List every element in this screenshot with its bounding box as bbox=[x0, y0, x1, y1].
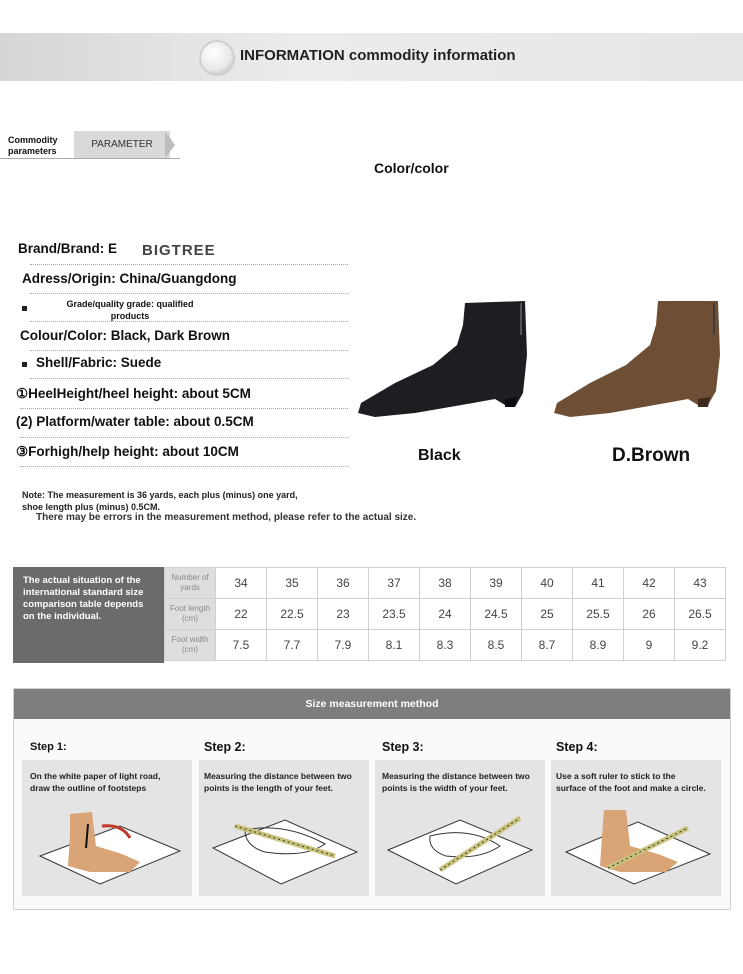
table-cell: 23.5 bbox=[369, 599, 420, 630]
divider bbox=[30, 350, 348, 351]
divider bbox=[20, 408, 348, 409]
table-cell: 8.3 bbox=[420, 630, 471, 661]
table-cell: 8.7 bbox=[522, 630, 573, 661]
table-cell: 8.5 bbox=[471, 630, 522, 661]
spec-platform: (2) Platform/water table: about 0.5CM bbox=[16, 414, 254, 429]
divider bbox=[0, 158, 180, 159]
step-1-title: Step 1: bbox=[30, 741, 67, 753]
table-cell: 37 bbox=[369, 568, 420, 599]
brand-value: BIGTREE bbox=[142, 242, 216, 259]
table-cell: 41 bbox=[573, 568, 624, 599]
error-note: There may be errors in the measurement method, please refer to the actual size. bbox=[36, 512, 417, 523]
row-header: Number of yards bbox=[165, 568, 216, 599]
black-boot-image bbox=[355, 295, 535, 425]
step-2-text: Measuring the distance between two points is the length of your feet. bbox=[204, 771, 352, 793]
table-cell: 40 bbox=[522, 568, 573, 599]
banner-title: INFORMATION commodity information bbox=[240, 47, 516, 64]
step-3-title: Step 3: bbox=[382, 740, 424, 754]
step-4-text: Use a soft ruler to stick to the surface of the foot and make a circle. bbox=[556, 771, 706, 793]
table-cell: 42 bbox=[624, 568, 675, 599]
divider bbox=[30, 321, 348, 322]
brown-boot-image bbox=[550, 295, 730, 425]
table-cell: 7.9 bbox=[318, 630, 369, 661]
black-label: Black bbox=[418, 447, 461, 464]
commodity-parameters-label: Commodity parameters bbox=[0, 133, 78, 159]
tab-corner bbox=[165, 131, 175, 158]
spec-brand: Brand/Brand: E bbox=[18, 241, 118, 256]
spec-heel-height: ①HeelHeight/heel height: about 5CM bbox=[16, 386, 251, 401]
table-cell: 22.5 bbox=[267, 599, 318, 630]
spec-origin: Adress/Origin: China/Guangdong bbox=[22, 271, 237, 286]
table-cell: 36 bbox=[318, 568, 369, 599]
table-cell: 8.9 bbox=[573, 630, 624, 661]
foot-outline-icon bbox=[30, 806, 185, 888]
spec-forhigh: ③Forhigh/help height: about 10CM bbox=[16, 444, 239, 459]
step-3-text: Measuring the distance between two points is the width of your feet. bbox=[382, 771, 530, 793]
table-row bbox=[165, 568, 726, 599]
bullet-icon bbox=[22, 306, 27, 311]
size-table bbox=[164, 567, 726, 661]
table-cell: 24 bbox=[420, 599, 471, 630]
table-cell: 26.5 bbox=[675, 599, 726, 630]
table-cell: 35 bbox=[267, 568, 318, 599]
table-cell: 34 bbox=[216, 568, 267, 599]
table-cell: 39 bbox=[471, 568, 522, 599]
spec-fabric: Shell/Fabric: Suede bbox=[36, 355, 162, 370]
table-cell: 7.5 bbox=[216, 630, 267, 661]
color-heading: Color/color bbox=[374, 160, 449, 176]
table-row bbox=[165, 630, 726, 661]
divider bbox=[30, 378, 348, 379]
step-1-text: On the white paper of light road, draw the outline of footsteps bbox=[30, 771, 161, 793]
foot-width-ruler-icon bbox=[380, 806, 540, 888]
method-title: Size measurement method bbox=[14, 689, 730, 719]
spec-colour: Colour/Color: Black, Dark Brown bbox=[20, 328, 231, 343]
table-row bbox=[165, 599, 726, 630]
row-header: Foot length (cm) bbox=[165, 599, 216, 630]
spec-grade: Grade/quality grade: qualified products bbox=[66, 299, 194, 321]
size-table-label: The actual situation of the international standard size comparison table depends on the individual. bbox=[13, 567, 164, 663]
table-cell: 8.1 bbox=[369, 630, 420, 661]
table-cell: 23 bbox=[318, 599, 369, 630]
table-cell: 25 bbox=[522, 599, 573, 630]
table-cell: 22 bbox=[216, 599, 267, 630]
divider bbox=[30, 264, 348, 265]
step-2-title: Step 2: bbox=[204, 740, 246, 754]
foot-length-ruler-icon bbox=[205, 808, 365, 888]
measurement-note: Note: The measurement is 36 yards, each plus (minus) one yard, shoe length plus (minus) 0.5CM. bbox=[22, 490, 298, 512]
table-cell: 24.5 bbox=[471, 599, 522, 630]
divider bbox=[30, 293, 348, 294]
table-cell: 25.5 bbox=[573, 599, 624, 630]
table-cell: 43 bbox=[675, 568, 726, 599]
divider bbox=[20, 437, 348, 438]
divider bbox=[20, 466, 348, 467]
table-cell: 9 bbox=[624, 630, 675, 661]
table-cell: 7.7 bbox=[267, 630, 318, 661]
foot-circumference-icon bbox=[558, 806, 718, 888]
table-cell: 26 bbox=[624, 599, 675, 630]
parameter-tab: PARAMETER bbox=[74, 131, 170, 158]
bullet-icon bbox=[22, 362, 27, 367]
table-cell: 9.2 bbox=[675, 630, 726, 661]
step-4-title: Step 4: bbox=[556, 740, 598, 754]
banner-circle-icon bbox=[199, 40, 235, 76]
brown-label: D.Brown bbox=[612, 445, 691, 466]
table-cell: 38 bbox=[420, 568, 471, 599]
row-header: Foot width (cm) bbox=[165, 630, 216, 661]
